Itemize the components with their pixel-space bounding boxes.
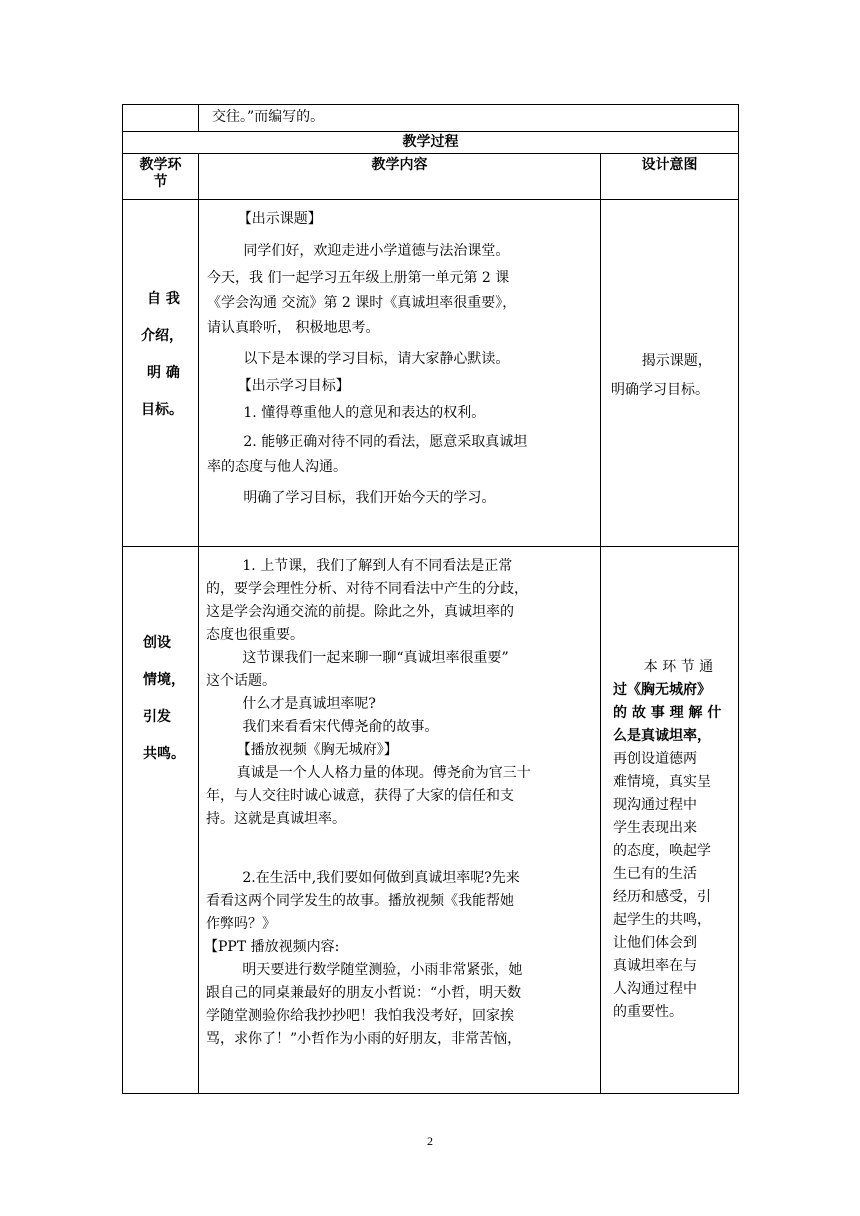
content-line: 1. 上节课，我们了解到人有不同看法是正常 — [242, 558, 513, 574]
content-line: 年，与人交往时诚心诚意，获得了大家的信任和支 — [206, 788, 514, 804]
stage-line: 引发 — [143, 709, 171, 725]
stage-label — [123, 547, 198, 773]
content-cell — [199, 547, 601, 1094]
section-title-row — [123, 132, 739, 154]
content-line: 请认真聆听， 积极地思考。 — [207, 320, 380, 336]
purpose-line: 的重要性。 — [613, 1004, 683, 1020]
stage-line: 创设 — [143, 635, 171, 651]
header-purpose: 设计意图 — [601, 154, 739, 200]
purpose-line: 现沟通过程中 — [613, 797, 697, 813]
content-cell — [199, 200, 601, 547]
stage-line: 介绍， — [141, 328, 183, 344]
purpose-line: 再创设道德两 — [613, 751, 697, 767]
stage-row-introduction — [123, 200, 739, 547]
content-line: 持。这就是真诚坦率。 — [206, 811, 346, 827]
header-stage-line: 教学环 — [139, 157, 182, 173]
content-line: 《学会沟通 交流》第 2 课时《真诚坦率很重要》， — [207, 295, 517, 311]
purpose-line: 本 环 节 通 — [643, 659, 714, 675]
page-number: 2 — [427, 1134, 433, 1148]
purpose-line: 起学生的共鸣， — [613, 912, 711, 928]
content-line: 【出示课题】 — [237, 211, 322, 227]
purpose-text — [601, 200, 738, 402]
content-text — [199, 200, 600, 510]
content-line: 明天要进行数学随堂测验，小雨非常紧张，她 — [242, 962, 523, 978]
header-stage — [123, 154, 199, 200]
stage-row-situation — [123, 547, 739, 1094]
purpose-line: 让他们体会到 — [613, 935, 697, 951]
purpose-text — [601, 547, 738, 1024]
purpose-line: 难情境，真实呈 — [613, 774, 711, 790]
header-stage-line: 节 — [153, 174, 168, 190]
content-line: 学随堂测验你给我抄抄吧！我怕我没考好，回家挨 — [206, 1008, 514, 1024]
header-content: 教学内容 — [199, 154, 601, 200]
header-row — [123, 154, 739, 200]
purpose-cell — [601, 547, 739, 1094]
content-line: 以下是本课的学习目标，请大家静心默读。 — [243, 351, 510, 367]
stage-cell — [123, 547, 199, 1094]
section-title: 教学过程 — [123, 132, 739, 154]
purpose-line: 揭示课题， — [641, 353, 712, 369]
content-line: 这节课我们一起来聊一聊“真诚坦率很重要” — [242, 650, 509, 666]
content-line: 今天，我 们一起学习五年级上册第一单元第 2 课 — [207, 270, 510, 286]
stage-line: 目标。 — [141, 402, 183, 418]
continuation-cell — [199, 105, 739, 132]
content-line: 这是学会沟通交流的前提。除此之外，真诚坦率的 — [206, 604, 514, 620]
lesson-plan-table — [122, 104, 739, 1094]
content-line: 这个话题。 — [206, 673, 276, 689]
continuation-row — [123, 105, 739, 132]
purpose-line: 真诚坦率在与 — [613, 958, 697, 974]
content-line: 骂，求你了！”小哲作为小雨的好朋友，非常苦恼， — [206, 1031, 522, 1047]
purpose-line: 经历和感受，引 — [613, 889, 711, 905]
content-line: 跟自己的同桌兼最好的朋友小哲说：“小哲，明天数 — [206, 985, 522, 1001]
purpose-line: 的态度，唤起学 — [613, 843, 711, 859]
content-line: 作弊吗？》 — [206, 916, 276, 932]
content-text — [199, 547, 600, 1051]
purpose-line: 么是真诚坦率， — [613, 728, 711, 744]
content-line: 的，要学会理性分析、对待不同看法中产生的分歧， — [206, 581, 528, 597]
content-line: 【PPT 播放视频内容: — [204, 939, 340, 955]
purpose-cell — [601, 200, 739, 547]
content-line: 【播放视频《胸无城府》】 — [236, 742, 398, 758]
content-line: 明确了学习目标，我们开始今天的学习。 — [243, 490, 496, 506]
content-line: 真诚是一个人人格力量的体现。傅尧俞为官三十 — [236, 765, 531, 781]
stage-cell — [123, 200, 199, 547]
purpose-line: 过《胸无城府》 — [613, 682, 711, 698]
content-line: 什么才是真诚坦率呢? — [242, 696, 376, 712]
content-line: 2.在生活中,我们要如何做到真诚坦率呢?先来 — [242, 870, 520, 886]
content-line: 态度也很重要。 — [206, 627, 304, 643]
content-line: 看看这两个同学发生的故事。播放视频《我能帮她 — [206, 893, 514, 909]
content-line: 1. 懂得尊重他人的意见和表达的权利。 — [243, 405, 486, 421]
stage-line: 明 确 — [147, 365, 180, 381]
stage-line: 情境， — [143, 672, 185, 688]
purpose-line: 的 故 事 理 解 什 — [613, 705, 722, 721]
stage-line: 共鸣。 — [143, 746, 185, 762]
content-line: 我们来看看宋代傅尧俞的故事。 — [242, 719, 439, 735]
content-line: 同学们好，欢迎走进小学道德与法治课堂。 — [243, 243, 510, 259]
content-line: 【出示学习目标】 — [237, 378, 350, 394]
continuation-empty-cell — [123, 105, 199, 132]
stage-line: 自 我 — [147, 291, 180, 307]
purpose-line: 学生表现出来 — [613, 820, 697, 836]
purpose-line: 人沟通过程中 — [613, 981, 697, 997]
purpose-line: 明确学习目标。 — [611, 382, 709, 398]
continuation-text: 交往。”而编写的。 — [212, 109, 325, 125]
stage-label — [123, 200, 198, 429]
content-line: 2. 能够正确对待不同的看法，愿意采取真诚坦 — [243, 434, 528, 450]
purpose-line: 生已有的生活 — [613, 866, 697, 882]
content-line: 率的态度与他人沟通。 — [207, 459, 347, 475]
